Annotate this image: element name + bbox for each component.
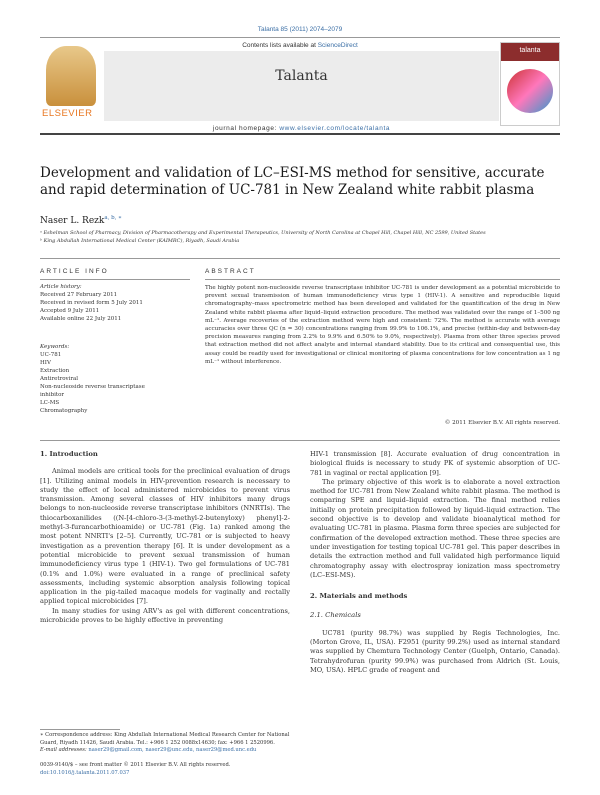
divider <box>40 133 560 135</box>
email-line <box>40 747 290 755</box>
section-heading-introduction: 1. Introduction <box>40 450 98 458</box>
history-label: Article history: <box>40 284 82 290</box>
author-line <box>40 215 122 226</box>
journal-name: Talanta <box>275 68 328 84</box>
header-band <box>104 51 499 121</box>
keywords-label: Keywords: <box>40 344 70 350</box>
divider <box>40 258 560 259</box>
paragraph: HIV-1 transmission [8]. Accurate evaluation of drug concentration in biological fluids is necessary to study PK of systemic absorption of UC-781 in vaginal or rectal application [9]. <box>310 450 560 477</box>
cover-image <box>507 69 553 113</box>
divider <box>205 279 560 280</box>
subsection-heading-chemicals: 2.1. Chemicals <box>310 611 361 620</box>
homepage-link[interactable]: www.elsevier.com/locate/talanta <box>279 125 391 132</box>
keyword: Non-nucleoside reverse transcriptase <box>40 384 145 390</box>
issn-block <box>40 762 290 777</box>
correspondence-note: ∗ Correspondence address: King Abdullah International Medical Research Center for National Guard, Riyadh 11426, Saudi Arabia. Tel.: +966 1 252 0088x14630; fax: +966 1 2520996. <box>40 732 290 746</box>
article-history <box>40 283 190 323</box>
history-item: Accepted 9 July 2011 <box>40 308 100 314</box>
keyword: LC-MS <box>40 400 60 406</box>
email-links[interactable]: naser29@gmail.com, naser29@unc.edu, naser29@med.unc.edu <box>88 747 257 753</box>
journal-cover <box>500 42 560 126</box>
contents-prefix: Contents lists available at <box>242 42 318 49</box>
sciencedirect-link[interactable]: ScienceDirect <box>317 42 358 49</box>
publisher-name: ELSEVIER <box>42 108 93 119</box>
affiliation-b: ᵇ King Abdullah International Medical Center (KAIMRC), Riyadh, Saudi Arabia <box>40 238 240 244</box>
abstract-text: The highly potent non-nucleoside reverse transcriptase inhibitor UC-781 is under development as a potential microbicide to prevent sexual transmission of human immunodeficiency virus type 1 (HIV-1). A sensitive and reproducible liquid chromatography–mass spectrometric method has been developed and validated for the quantification of the drug in New Zealand white rabbit plasma after liquid–liquid extraction procedure. The method was validated over the range of 1–500 ng mL⁻¹. Average recoveries of the extraction method were high and consistent: 72%. The method is accurate with average accuracies over three QC (n = 30) concentrations ranging from 99.9% to 106.1%, and precise (within-day and between-day precision measures ranging from 2.2% to 9.9% and 6.50% to 9.0%, respectively). Plasma from other three species proved that extraction method did not affect analyte and internal standard stability. Due to its critical and consequential use, this assay could be readily used for investigational or clinical monitoring of plasma concentrations for low concentration as 1 ng mL⁻¹ without interference. <box>205 285 560 365</box>
email-label: E-mail addresses: <box>40 747 89 753</box>
tree-icon <box>46 46 96 106</box>
paragraph: UC781 (purity 98.7%) was supplied by Regis Technologies, Inc. (Morton Grove, IL, USA). F2951 (purity 99.2%) used as internal standard was supplied by Chemtura Technology Center (Guelph, Ontario, Canada). Tetrahydrofuran (purity 99.9%) was purchased from Aldrich (St. Louis, MO, USA). HPLC grade of reagent and <box>310 628 560 674</box>
doi-link[interactable]: doi:10.1016/j.talanta.2011.07.037 <box>40 769 130 776</box>
history-item: Received in revised form 5 July 2011 <box>40 300 143 306</box>
paragraph: Animal models are critical tools for the preclinical evaluation of drugs [1]. Utilizing animal models in HIV-prevention research is necessary to study the effect of local administered microbicides to prevent virus transmission. Among several classes of HIV inhibitors many drugs belongs to non-nucleoside reverse transcriptase inhibitors (NNRTIs). The thiocarboxanilides ((N-[4-chloro-3-(3-methyl-2-butenyloxy) phenyl]-2-methyl-3-furancarbothioamide) or UC-781 (Fig. 1a) ranked among the most potent NNRTI's [2–5]. Currently, UC-781 or is subjected to heavy investigation as a prevention therapy [6]. It is under development as a potential microbicide to prevent sexual transmission of human immunodeficiency virus type 1 (HIV-1). Two gel formulations of UC-781 (0.1% and 1.0%) were evaluated in a range of preclinical safety assessments, including systemic absorption analysis following topical application in the pig-tailed macaque models for vaginally and rectally applied topical microbicides [7]. <box>40 467 290 606</box>
history-item: Available online 22 July 2011 <box>40 316 122 322</box>
footnote-divider <box>40 729 120 730</box>
article-info-heading: ARTICLE INFO <box>40 268 109 275</box>
author-name[interactable]: Naser L. Rezk <box>40 216 105 226</box>
affiliation-a: ᵃ Eshelman School of Pharmacy, Division of Pharmacotherapy and Experimental Therapeutics, University of North Carolina at Chapel Hill, Chapel Hill, NC 2599, United States <box>40 230 486 236</box>
elsevier-logo <box>42 44 100 126</box>
keyword: HIV <box>40 360 51 366</box>
keyword: UC-781 <box>40 352 62 358</box>
homepage-line <box>104 125 499 132</box>
keyword: Extraction <box>40 368 70 374</box>
issn-line: 0039-9140/$ – see front matter © 2011 Elsevier B.V. All rights reserved. <box>40 762 231 768</box>
divider <box>40 37 560 38</box>
footnote <box>40 732 290 755</box>
left-column <box>40 450 290 625</box>
cover-title: talanta <box>519 47 541 54</box>
right-column <box>310 450 560 675</box>
divider <box>40 440 560 441</box>
copyright: © 2011 Elsevier B.V. All rights reserved. <box>444 420 560 426</box>
history-item: Received 27 February 2011 <box>40 292 118 298</box>
keyword: Antiretroviral <box>40 376 79 382</box>
keyword: inhibitor <box>40 392 65 398</box>
contents-line <box>190 42 410 49</box>
paragraph: In many studies for using ARV's as gel with different concentrations, microbicide proves to be highly effective in preventing <box>40 606 290 625</box>
journal-header <box>40 40 560 131</box>
article-title: Development and validation of LC–ESI-MS method for sensitive, accurate and rapid determination of UC-781 in New Zealand white rabbit plasma <box>40 165 545 198</box>
keyword: Chromatography <box>40 408 88 414</box>
journal-reference[interactable]: Talanta 85 (2011) 2074–2079 <box>257 26 343 33</box>
section-heading-materials: 2. Materials and methods <box>310 592 408 601</box>
affiliations <box>40 229 560 245</box>
paragraph: The primary objective of this work is to elaborate a novel extraction method for UC-781 from New Zealand white rabbit plasma. The method is comparing SPE and liquid–liquid extraction. The final method relies initially on protein precipitation followed by liquid–liquid extraction. The second objective is to develop and validate bioanalytical method for evaluating UC-781 in plasma. Plasma form three species are subjected for confirmation of the developed extraction method. These three species are under investigation for testing topical UC-781 gel. This paper describes in details the extraction method and full validated high performance liquid chromatography assay with electrospray ionization mass spectrometry (LC–ESI-MS). <box>310 477 560 579</box>
abstract-heading: ABSTRACT <box>205 268 256 275</box>
homepage-prefix: journal homepage: <box>212 125 280 132</box>
author-superscript[interactable]: a, b, ∗ <box>104 215 122 221</box>
keywords <box>40 343 190 415</box>
divider <box>40 279 190 280</box>
